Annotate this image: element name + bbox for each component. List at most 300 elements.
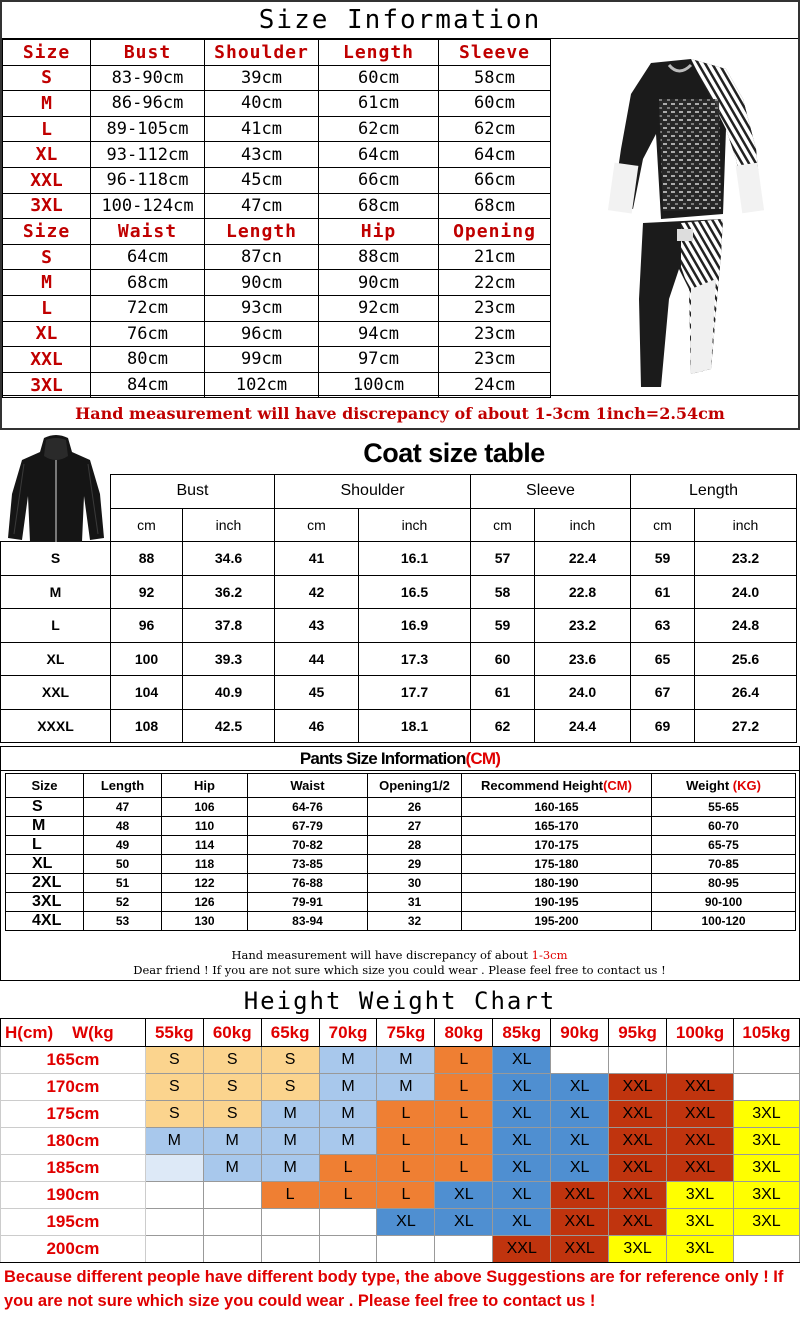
size-cell: S	[261, 1047, 319, 1074]
table-cell: 122	[162, 874, 248, 893]
size-cell	[733, 1047, 799, 1074]
table-cell: 83-90cm	[91, 65, 205, 91]
size-cell: XXL	[667, 1155, 734, 1182]
weight-cell: 80kg	[435, 1019, 493, 1047]
table-cell: 96cm	[205, 321, 319, 347]
table-cell: 59	[471, 609, 535, 643]
table-cell: 26.4	[695, 676, 797, 710]
unit-cell: inch	[695, 508, 797, 542]
table-cell: 50	[84, 855, 162, 874]
height-cell: 185cm	[1, 1155, 146, 1182]
height-row	[1, 1047, 800, 1074]
compression-set-illustration	[551, 39, 800, 395]
table-cell: 70-85	[652, 855, 796, 874]
header-cell	[652, 774, 796, 798]
size-cell: XXL	[609, 1155, 667, 1182]
table-cell: 175-180	[462, 855, 652, 874]
table-cell: 24cm	[439, 372, 551, 398]
weight-cell: 60kg	[203, 1019, 261, 1047]
table-row	[6, 893, 796, 912]
size-cell	[609, 1047, 667, 1074]
size-cell	[319, 1209, 377, 1236]
table-cell: 23.6	[535, 642, 631, 676]
table-cell: 86-96cm	[91, 91, 205, 117]
table-cell: 60	[471, 642, 535, 676]
table-cell: 96-118cm	[91, 167, 205, 193]
table-cell: 52	[84, 893, 162, 912]
size-cell: S	[6, 798, 84, 817]
table-cell: 73-85	[248, 855, 368, 874]
group-header: Sleeve	[471, 475, 631, 509]
size-cell: 3XL	[6, 893, 84, 912]
table-cell: 99cm	[205, 347, 319, 373]
table-cell: 60cm	[319, 65, 439, 91]
table-cell: 126	[162, 893, 248, 912]
size-cell: S	[203, 1047, 261, 1074]
header-cell: Length	[319, 40, 439, 66]
size-cell: XL	[435, 1209, 493, 1236]
table-cell: 58cm	[439, 65, 551, 91]
table-cell: 39.3	[183, 642, 275, 676]
table-cell: 100	[111, 642, 183, 676]
jacket-image	[4, 434, 108, 574]
header-cell: Waist	[91, 219, 205, 245]
table-cell: 32	[368, 912, 462, 931]
table-cell: 67	[631, 676, 695, 710]
table-cell: 28	[368, 836, 462, 855]
size-cell: L	[435, 1128, 493, 1155]
table-row	[1, 642, 797, 676]
size-cell: XL	[493, 1101, 551, 1128]
table-cell: 80-95	[652, 874, 796, 893]
table-cell: 58	[471, 575, 535, 609]
table-cell: 43cm	[205, 142, 319, 168]
size-cell	[145, 1209, 203, 1236]
size-cell: XL	[435, 1182, 493, 1209]
size-cell: XXL	[493, 1236, 551, 1263]
size-cell: L	[377, 1182, 435, 1209]
table-cell: 47cm	[205, 193, 319, 219]
table-cell: 64cm	[439, 142, 551, 168]
coat-size-table	[0, 474, 797, 743]
size-cell: L	[6, 836, 84, 855]
size-cell: XL	[551, 1155, 609, 1182]
coat-size-title: Coat size table	[363, 438, 545, 468]
size-cell: XXL	[3, 167, 91, 193]
size-cell: XXL	[609, 1182, 667, 1209]
table-cell: 69	[631, 709, 695, 743]
size-cell: L	[435, 1047, 493, 1074]
table-cell: 80cm	[91, 347, 205, 373]
height-row	[1, 1074, 800, 1101]
table-cell: 55-65	[652, 798, 796, 817]
table-cell: 89-105cm	[91, 116, 205, 142]
table-cell: 90-100	[652, 893, 796, 912]
table-row	[1, 709, 797, 743]
height-cell: 195cm	[1, 1209, 146, 1236]
table-cell: 100-124cm	[91, 193, 205, 219]
table-cell: 93-112cm	[91, 142, 205, 168]
pants-icon	[639, 219, 723, 387]
table-row	[3, 372, 551, 398]
pants-note-line2: Dear friend ! If you are not sure which size you could wear . Please feel free to contact us !	[133, 963, 666, 977]
table-cell: 24.0	[695, 575, 797, 609]
table-row	[3, 347, 551, 373]
height-row	[1, 1155, 800, 1182]
table-cell: 41cm	[205, 116, 319, 142]
size-cell: S	[145, 1074, 203, 1101]
size-cell: M	[319, 1101, 377, 1128]
header-cell: Shoulder	[205, 40, 319, 66]
header-cell	[462, 774, 652, 798]
weight-cell: 100kg	[667, 1019, 734, 1047]
size-cell	[377, 1236, 435, 1263]
weight-label: W(kg	[72, 1022, 114, 1042]
size-cell: XXL	[551, 1182, 609, 1209]
height-cell: 165cm	[1, 1047, 146, 1074]
table-cell: 25.6	[695, 642, 797, 676]
pants-title-main: Pants Size Information	[299, 749, 466, 768]
table-cell: 87cn	[205, 244, 319, 270]
header-cell: Waist	[248, 774, 368, 798]
table-cell: 46	[275, 709, 359, 743]
size-cell	[733, 1236, 799, 1263]
table-row	[6, 874, 796, 893]
group-header: Shoulder	[275, 475, 471, 509]
size-cell: XXL	[667, 1101, 734, 1128]
height-cell: 190cm	[1, 1182, 146, 1209]
unit-header-row	[1, 508, 797, 542]
header-cell: Opening1/2	[368, 774, 462, 798]
size-cell: S	[145, 1047, 203, 1074]
pants-header-row	[6, 774, 796, 798]
table-cell: 170-175	[462, 836, 652, 855]
table-cell: 18.1	[359, 709, 471, 743]
header-cell: Size	[3, 40, 91, 66]
size-cell: M	[3, 270, 91, 296]
unit-cell: cm	[631, 508, 695, 542]
size-cell	[203, 1182, 261, 1209]
weight-cell: 70kg	[319, 1019, 377, 1047]
size-cell: S	[203, 1101, 261, 1128]
header-cell: Opening	[439, 219, 551, 245]
size-cell: XL	[551, 1074, 609, 1101]
table-cell: 83-94	[248, 912, 368, 931]
header-cell: Size	[3, 219, 91, 245]
table-cell: 31	[368, 893, 462, 912]
table-cell: 62cm	[439, 116, 551, 142]
size-cell: XL	[493, 1182, 551, 1209]
table-cell: 76cm	[91, 321, 205, 347]
size-cell: 3XL	[733, 1182, 799, 1209]
table-cell: 114	[162, 836, 248, 855]
size-cell: XL	[377, 1209, 435, 1236]
table-cell: 61	[471, 676, 535, 710]
size-cell: M	[319, 1128, 377, 1155]
size-cell: M	[319, 1074, 377, 1101]
table-cell: 37.8	[183, 609, 275, 643]
size-cell: XL	[493, 1047, 551, 1074]
size-cell: L	[435, 1101, 493, 1128]
size-cell: S	[1, 542, 111, 576]
table-cell: 44	[275, 642, 359, 676]
table-cell: 24.8	[695, 609, 797, 643]
table-cell: 49	[84, 836, 162, 855]
table-cell: 23cm	[439, 295, 551, 321]
table-cell: 27	[368, 817, 462, 836]
table-cell: 34.6	[183, 542, 275, 576]
table-cell: 43	[275, 609, 359, 643]
size-cell	[145, 1155, 203, 1182]
size-cell: S	[3, 244, 91, 270]
table-cell: 106	[162, 798, 248, 817]
pants-size-title	[1, 747, 799, 771]
table-row	[1, 575, 797, 609]
size-cell: XL	[493, 1209, 551, 1236]
size-cell: S	[145, 1101, 203, 1128]
size-cell: L	[377, 1155, 435, 1182]
table-cell: 62	[471, 709, 535, 743]
height-row	[1, 1128, 800, 1155]
size-cell: L	[3, 295, 91, 321]
unit-cell: inch	[183, 508, 275, 542]
coat-size-section	[0, 432, 800, 744]
size-cell: 2XL	[6, 874, 84, 893]
table-cell: 84cm	[91, 372, 205, 398]
table-cell: 66cm	[439, 167, 551, 193]
table-cell: 47	[84, 798, 162, 817]
size-cell: XL	[493, 1074, 551, 1101]
table-cell: 130	[162, 912, 248, 931]
size-cell: XXL	[609, 1101, 667, 1128]
table-cell: 24.0	[535, 676, 631, 710]
table-cell: 79-91	[248, 893, 368, 912]
height-cell: 180cm	[1, 1128, 146, 1155]
header-cell: Size	[6, 774, 84, 798]
size-cell: XXL	[667, 1074, 734, 1101]
size-cell: 3XL	[667, 1182, 734, 1209]
height-row	[1, 1209, 800, 1236]
reference-footer: Because different people have different body type, the above Suggestions are for reference only ! If you are not sure which size you could wear . Please feel free to contact us !	[0, 1262, 800, 1315]
table-cell: 64cm	[319, 142, 439, 168]
table-cell: 88cm	[319, 244, 439, 270]
header-cell: Bust	[91, 40, 205, 66]
size-cell: XXL	[551, 1209, 609, 1236]
size-cell: 3XL	[609, 1236, 667, 1263]
table-cell: 110	[162, 817, 248, 836]
table-row	[6, 836, 796, 855]
weight-cell: 65kg	[261, 1019, 319, 1047]
pants-title-unit: (CM)	[465, 749, 501, 768]
size-cell: L	[377, 1128, 435, 1155]
pants-note-red: 1-3cm	[531, 948, 568, 962]
size-cell: XL	[3, 142, 91, 168]
table-cell: 66cm	[319, 167, 439, 193]
table-cell: 90cm	[205, 270, 319, 296]
size-cell	[203, 1209, 261, 1236]
pants-note-line1	[1, 948, 798, 963]
size-cell: XXL	[667, 1128, 734, 1155]
size-cell: M	[377, 1047, 435, 1074]
table-cell: 59	[631, 542, 695, 576]
weight-cell: 55kg	[145, 1019, 203, 1047]
size-cell: L	[377, 1101, 435, 1128]
table-cell: 165-170	[462, 817, 652, 836]
group-header: Bust	[111, 475, 275, 509]
size-cell: S	[3, 65, 91, 91]
table-row	[3, 270, 551, 296]
table-cell: 45	[275, 676, 359, 710]
table-cell: 23.2	[695, 542, 797, 576]
size-cell: L	[1, 609, 111, 643]
header-cell: Length	[205, 219, 319, 245]
size-cell: XL	[551, 1128, 609, 1155]
height-row	[1, 1236, 800, 1263]
table-cell: 100-120	[652, 912, 796, 931]
pants-size-section	[0, 746, 800, 981]
size-cell: XXL	[1, 676, 111, 710]
size-cell: M	[203, 1128, 261, 1155]
weight-cell: 75kg	[377, 1019, 435, 1047]
table-row	[1, 676, 797, 710]
size-cell: L	[435, 1074, 493, 1101]
table-row	[3, 142, 551, 168]
table-cell: 42	[275, 575, 359, 609]
table-cell: 65-75	[652, 836, 796, 855]
table-cell: 23cm	[439, 321, 551, 347]
height-cell: 175cm	[1, 1101, 146, 1128]
table-cell: 30	[368, 874, 462, 893]
height-unit: (CM)	[603, 778, 632, 793]
size-cell	[733, 1074, 799, 1101]
weight-cell: 105kg	[733, 1019, 799, 1047]
size-cell	[551, 1047, 609, 1074]
table-cell: 27.2	[695, 709, 797, 743]
size-cell: M	[203, 1155, 261, 1182]
table-cell: 60cm	[439, 91, 551, 117]
table-row	[1, 609, 797, 643]
table-cell: 72cm	[91, 295, 205, 321]
unit-cell: cm	[471, 508, 535, 542]
table-cell: 63	[631, 609, 695, 643]
table-cell: 76-88	[248, 874, 368, 893]
size-cell: XXL	[551, 1236, 609, 1263]
table-cell: 29	[368, 855, 462, 874]
pants-note	[1, 948, 798, 978]
unit-cell: cm	[111, 508, 183, 542]
size-cell: 3XL	[733, 1155, 799, 1182]
hoodie-icon	[4, 434, 108, 544]
size-cell: XL	[493, 1155, 551, 1182]
weight-header: Weight	[686, 778, 733, 793]
table-cell: 160-165	[462, 798, 652, 817]
table-cell: 16.9	[359, 609, 471, 643]
size-cell: S	[261, 1074, 319, 1101]
size-cell: 3XL	[733, 1101, 799, 1128]
size-cell: 3XL	[733, 1209, 799, 1236]
table-cell: 23.2	[535, 609, 631, 643]
size-cell: M	[261, 1128, 319, 1155]
table-cell: 22cm	[439, 270, 551, 296]
table-cell: 57	[471, 542, 535, 576]
size-cell: L	[3, 116, 91, 142]
header-cell: Sleeve	[439, 40, 551, 66]
size-cell: 3XL	[3, 372, 91, 398]
weight-header-row	[1, 1019, 800, 1047]
weight-cell: 90kg	[551, 1019, 609, 1047]
size-cell: M	[3, 91, 91, 117]
height-row	[1, 1182, 800, 1209]
table-cell: 61cm	[319, 91, 439, 117]
table-cell: 48	[84, 817, 162, 836]
size-cell: 3XL	[667, 1209, 734, 1236]
size-cell	[145, 1236, 203, 1263]
size-cell: XL	[551, 1101, 609, 1128]
table-row	[3, 244, 551, 270]
table-row	[3, 116, 551, 142]
table-row	[3, 167, 551, 193]
table-cell: 64-76	[248, 798, 368, 817]
weight-unit: (KG)	[732, 778, 761, 793]
group-header-row	[1, 475, 797, 509]
size-cell: XXXL	[1, 709, 111, 743]
size-cell: XL	[1, 642, 111, 676]
unit-cell: cm	[275, 508, 359, 542]
table-cell: 16.5	[359, 575, 471, 609]
table-cell: 93cm	[205, 295, 319, 321]
table-cell: 26	[368, 798, 462, 817]
table-row	[3, 91, 551, 117]
height-row	[1, 1101, 800, 1128]
size-cell: 3XL	[667, 1236, 734, 1263]
height-weight-title: Height Weight Chart	[243, 987, 557, 1015]
measurement-note: Hand measurement will have discrepancy of about 1-3cm 1inch=2.54cm	[2, 395, 798, 430]
size-cell: M	[261, 1155, 319, 1182]
shirt-icon	[608, 59, 764, 219]
group-header: Length	[631, 475, 797, 509]
table-cell: 17.3	[359, 642, 471, 676]
header-cell: Hip	[162, 774, 248, 798]
size-cell: M	[1, 575, 111, 609]
height-cell: 200cm	[1, 1236, 146, 1263]
table-cell: 104	[111, 676, 183, 710]
table-cell: 92cm	[319, 295, 439, 321]
size-cell	[435, 1236, 493, 1263]
table-cell: 60-70	[652, 817, 796, 836]
table-cell: 68cm	[439, 193, 551, 219]
table-row	[1, 542, 797, 576]
table-cell: 118	[162, 855, 248, 874]
size-cell: XXL	[3, 347, 91, 373]
size-cell: L	[435, 1155, 493, 1182]
table-cell: 53	[84, 912, 162, 931]
size-cell: M	[261, 1101, 319, 1128]
table-row	[3, 65, 551, 91]
table-cell: 17.7	[359, 676, 471, 710]
table-row	[6, 817, 796, 836]
weight-cell: 95kg	[609, 1019, 667, 1047]
table-cell: 180-190	[462, 874, 652, 893]
size-cell	[261, 1209, 319, 1236]
size-cell	[203, 1236, 261, 1263]
size-cell: XXL	[609, 1074, 667, 1101]
height-header: Recommend Height	[481, 778, 604, 793]
height-label: H(cm)	[5, 1022, 54, 1042]
size-cell: XL	[6, 855, 84, 874]
table-cell: 39cm	[205, 65, 319, 91]
size-cell: M	[145, 1128, 203, 1155]
size-cell: L	[261, 1182, 319, 1209]
